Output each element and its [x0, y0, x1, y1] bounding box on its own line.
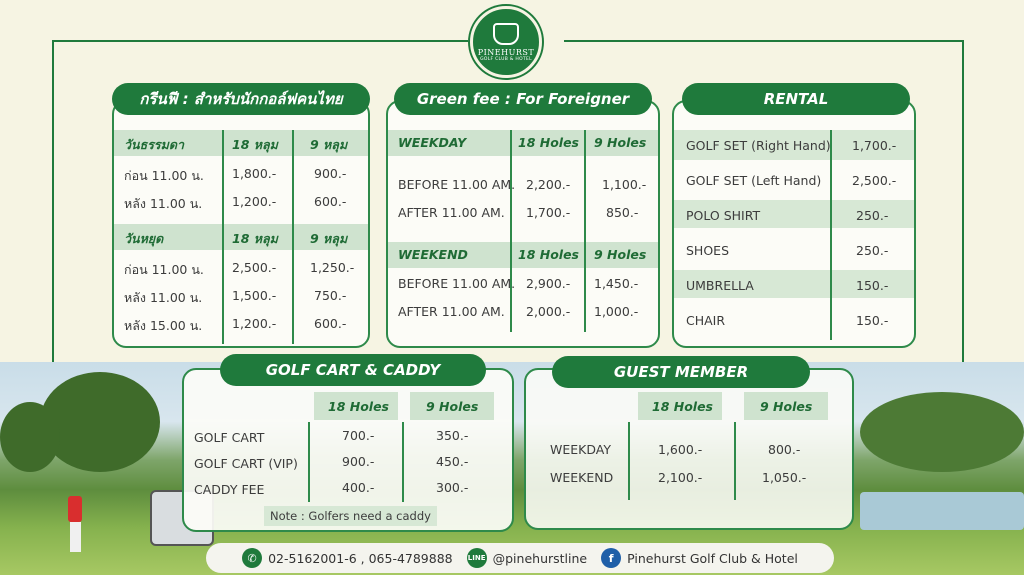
- col-9-holes: 9 Holes: [594, 135, 647, 150]
- weekday-label: วันธรรมดา: [124, 137, 184, 152]
- line-contact[interactable]: [467, 548, 587, 568]
- column-divider: [222, 130, 224, 344]
- rental-item: UMBRELLA: [686, 278, 754, 293]
- price-9: 1,050.-: [762, 470, 807, 485]
- column-divider: [584, 242, 586, 332]
- golf-cart-caddy-card: [182, 368, 514, 532]
- tree: [860, 392, 1024, 472]
- price-9: 1,450.-: [594, 276, 639, 291]
- row-time: BEFORE 11.00 AM.: [398, 276, 516, 291]
- line-id: @pinehurstline: [492, 550, 588, 566]
- column-divider: [584, 130, 586, 242]
- price-9: 900.-: [314, 166, 347, 181]
- column-divider: [734, 422, 736, 500]
- guest-row-label: WEEKDAY: [550, 442, 611, 457]
- col-18-holes: 18 Holes: [518, 135, 579, 150]
- price-9: 800.-: [768, 442, 801, 457]
- contact-footer: [206, 543, 834, 573]
- cart-item: CADDY FEE: [194, 482, 265, 497]
- rental-title: RENTAL: [682, 83, 910, 115]
- pinehurst-logo: [470, 6, 542, 78]
- rental-item: GOLF SET (Right Hand): [686, 138, 831, 153]
- price-18: 1,500.-: [232, 288, 277, 303]
- facebook-page: Pinehurst Golf Club & Hotel: [627, 550, 798, 566]
- price-18: 2,500.-: [232, 260, 277, 275]
- price-18: 900.-: [342, 454, 375, 469]
- golfer: [68, 496, 82, 522]
- facebook-icon: f: [601, 548, 621, 568]
- row-time: BEFORE 11.00 AM.: [398, 177, 516, 192]
- holiday-label: วันหยุด: [124, 231, 164, 246]
- logo-name: PINEHURST: [477, 47, 535, 57]
- tree: [40, 372, 160, 472]
- thai-green-fee-title: กรีนฟี : สำหรับนักกอล์ฟคนไทย: [112, 83, 370, 115]
- column-divider: [830, 130, 832, 340]
- price-18: 700.-: [342, 428, 375, 443]
- rental-item: SHOES: [686, 243, 730, 258]
- weekend-label: WEEKEND: [398, 247, 468, 262]
- col-9-holes: 9 หลุม: [310, 137, 348, 152]
- frame-line: [52, 40, 54, 362]
- phone-icon: ✆: [242, 548, 262, 568]
- price-18: 2,200.-: [526, 177, 571, 192]
- rental-price: 150.-: [856, 278, 889, 293]
- golfer-legs: [70, 522, 81, 552]
- foreigner-green-fee-card: [386, 100, 660, 348]
- phone-contact[interactable]: [242, 548, 453, 568]
- column-divider: [402, 422, 404, 502]
- guest-member-card: [524, 368, 854, 530]
- column-divider: [628, 422, 630, 500]
- price-9: 750.-: [314, 288, 347, 303]
- price-18: 2,000.-: [526, 304, 571, 319]
- price-18: 2,900.-: [526, 276, 571, 291]
- rental-item: GOLF SET (Left Hand): [686, 173, 822, 188]
- col-9-holes: 9 Holes: [760, 399, 813, 414]
- price-9: 350.-: [436, 428, 469, 443]
- rental-price: 250.-: [856, 208, 889, 223]
- frame-line: [564, 40, 964, 42]
- price-9: 1,100.-: [602, 177, 647, 192]
- facebook-contact[interactable]: [601, 548, 798, 568]
- row-time: ก่อน 11.00 น.: [124, 262, 204, 277]
- price-9: 450.-: [436, 454, 469, 469]
- price-18: 1,700.-: [526, 205, 571, 220]
- col-18-holes: 18 Holes: [652, 399, 713, 414]
- guest-row-label: WEEKEND: [550, 470, 614, 485]
- frame-line: [962, 40, 964, 362]
- golf-cart-caddy-title: GOLF CART & CADDY: [220, 354, 486, 386]
- col-18-holes: 18 Holes: [328, 399, 389, 414]
- rental-price: 1,700.-: [852, 138, 897, 153]
- price-18: 1,200.-: [232, 316, 277, 331]
- price-9: 850.-: [606, 205, 639, 220]
- guest-member-title: GUEST MEMBER: [552, 356, 810, 388]
- row-time: ก่อน 11.00 น.: [124, 168, 204, 183]
- price-18: 400.-: [342, 480, 375, 495]
- thai-green-fee-card: [112, 100, 370, 348]
- row-time: หลัง 11.00 น.: [124, 196, 203, 211]
- row-time: หลัง 11.00 น.: [124, 290, 203, 305]
- weekday-label: WEEKDAY: [398, 135, 467, 150]
- frame-line: [52, 40, 468, 42]
- price-9: 1,250.-: [310, 260, 355, 275]
- col-9-holes: 9 Holes: [426, 399, 479, 414]
- phone-number: 02-5162001-6 , 065-4789888: [268, 550, 453, 566]
- logo-subtitle: GOLF CLUB & HOTEL: [480, 56, 532, 62]
- caddy-note: Note : Golfers need a caddy: [264, 506, 437, 526]
- col-18-holes: 18 Holes: [518, 247, 579, 262]
- rental-item: POLO SHIRT: [686, 208, 761, 223]
- column-divider: [292, 130, 294, 344]
- price-18: 1,800.-: [232, 166, 277, 181]
- crest-icon: [493, 23, 519, 45]
- row-time: AFTER 11.00 AM.: [398, 304, 505, 319]
- rental-item: CHAIR: [686, 313, 726, 328]
- row-time: AFTER 11.00 AM.: [398, 205, 505, 220]
- rental-price: 2,500.-: [852, 173, 897, 188]
- tree: [0, 402, 60, 472]
- price-9: 1,000.-: [594, 304, 639, 319]
- cart-item: GOLF CART (VIP): [194, 456, 298, 471]
- price-18: 2,100.-: [658, 470, 703, 485]
- pond: [860, 492, 1024, 530]
- foreigner-green-fee-title: Green fee : For Foreigner: [394, 83, 652, 115]
- line-icon: LINE: [467, 548, 487, 568]
- row-time: หลัง 15.00 น.: [124, 318, 203, 333]
- rental-card: [672, 100, 916, 348]
- price-9: 600.-: [314, 194, 347, 209]
- price-9: 300.-: [436, 480, 469, 495]
- rental-price: 150.-: [856, 313, 889, 328]
- col-9-holes: 9 Holes: [594, 247, 647, 262]
- rental-price: 250.-: [856, 243, 889, 258]
- price-18: 1,200.-: [232, 194, 277, 209]
- cart-item: GOLF CART: [194, 430, 265, 445]
- price-9: 600.-: [314, 316, 347, 331]
- col-9-holes: 9 หลุม: [310, 231, 348, 246]
- col-18-holes: 18 หลุม: [232, 137, 278, 152]
- column-divider: [308, 422, 310, 502]
- price-18: 1,600.-: [658, 442, 703, 457]
- col-18-holes: 18 หลุม: [232, 231, 278, 246]
